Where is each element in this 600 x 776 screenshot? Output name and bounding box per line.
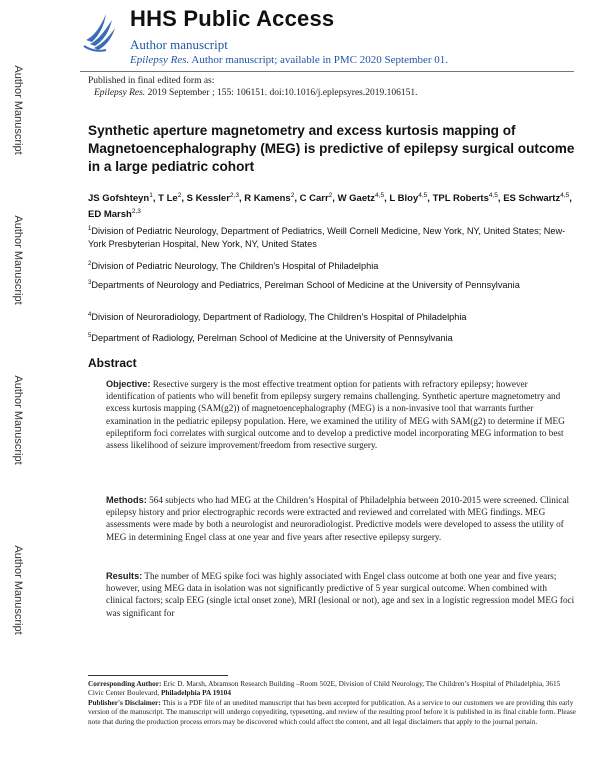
corresponding-text: Eric D. Marsh, Abramson Research Building –Room 502E, Division of Child Neurology, The Children’s Hospital of Philadelphia, 3615 Civic Center Boulevard, xyxy=(88,679,561,698)
citation-journal: Epilepsy Res. xyxy=(94,88,146,98)
corresponding-city: Philadelphia PA 19104 xyxy=(160,688,231,698)
author-list: JS Gofshteyn$^1$, T Le$^2$, S Kessler$^{2,3}$, R Kamens$^2$, C Carr$^2$, W Gaetz$^{4,5}$, L Bloy$^{4,5}$, TPL Roberts$^{4,5}$, ES Schwartz$^{4,5}$, ED Marsh$^{2,3}$ xyxy=(88,192,572,220)
sidebar-label-3: Author Manuscript xyxy=(12,375,24,465)
publisher-disclaimer xyxy=(88,698,576,726)
citation-line xyxy=(88,87,418,99)
affiliation-text: Division of Neuroradiology, Department of Radiology, The Children’s Hospital of Philadelphia xyxy=(91,312,467,323)
objective-text: Resective surgery is the most effective treatment option for patients with refractory epilepsy; however identification of patients who will benefit from epilepsy surgery remains challenging. Synthetic aperture magnetometry and excess kurtosis mapping (SAM(g2)) of magnetoencephalography (MEG) is a non-invasive tool that warrants further examination in the pediatric epilepsy population. Here, we examined the utility of MEG with SAM(g2) to determine if MEG epileptiform foci correlates with surgical outcome and to develop a predictive model incorporating MEG information to best assess likelihood of seizure improvement/freedom from resective surgery. xyxy=(106,379,565,451)
author-name: ES Schwartz xyxy=(503,193,561,205)
affiliation-item xyxy=(88,223,578,251)
author-manuscript-sidebar xyxy=(0,0,36,776)
availability-line xyxy=(130,54,448,66)
author-manuscript-subtitle: Author manuscript xyxy=(130,37,228,52)
hhs-public-access-title: HHS Public Access xyxy=(130,6,335,31)
author-affiliation-marker: 4,5 xyxy=(418,192,428,199)
footnote-divider xyxy=(88,675,228,676)
affiliation-number: 3 xyxy=(88,280,92,286)
affiliation-text: Departments of Neurology and Pediatrics, Perelman School of Medicine at the University of Pennsylvania xyxy=(91,280,520,291)
methods-text: 564 subjects who had MEG at the Children’s Hospital of Philadelphia between 2010-2015 were screened. Clinical epilepsy history and prior electrographic records were extracted and reviewed and correlated with MEG findings. MEG assessments were made by both a neurologist and neuroradiologist. Predictive models were developed to assess the utility of MEG in determining Engel class at one year and five years after resective epilepsy surgery. xyxy=(106,495,570,542)
abstract-methods xyxy=(106,494,576,543)
author-affiliation-marker: 2 xyxy=(290,192,295,199)
affiliation-number: 2 xyxy=(88,261,92,267)
publication-info xyxy=(88,75,418,99)
hhs-eagle-logo-icon xyxy=(80,6,118,58)
corresponding-author-note xyxy=(88,679,576,698)
affiliation-number: 4 xyxy=(88,312,92,318)
header-divider xyxy=(80,71,574,72)
author-name: W Gaetz xyxy=(337,193,376,205)
affiliation-number: 1 xyxy=(88,226,92,232)
affiliation-item xyxy=(88,330,578,345)
abstract-results xyxy=(106,570,576,619)
citation-details[interactable]: 2019 September ; 155: 106151. doi:10.1016/j.eplepsyres.2019.106151. xyxy=(147,88,418,98)
disclaimer-text: This is a PDF file of an unedited manuscript that has been accepted for publication. As a service to our customers we are providing this early version of the manuscript. The manuscript will undergo copyediting, typesetting, and review of the resulting proof before it is published in its final citable form. Please note that during the production process errors may be discovered which could affect the content, and all legal disclaimers that apply to the journal pertain. xyxy=(88,698,576,726)
objective-label: Objective: xyxy=(106,379,151,389)
affiliation-text: Division of Pediatric Neurology, Department of Pediatrics, Weill Cornell Medicine, New York, NY, United States; New-York Presbyterian Hospital, New York, NY, United States xyxy=(88,226,566,250)
published-form-label: Published in final edited form as: xyxy=(88,76,215,86)
article-title: Synthetic aperture magnetometry and excess kurtosis mapping of Magnetoencephalography (MEG) is predictive of epilepsy surgical outcome in a large pediatric cohort xyxy=(88,123,575,174)
affiliation-text: Department of Radiology, Perelman School of Medicine at the University of Pennsylvania xyxy=(91,333,453,344)
author-name: JS Gofshteyn xyxy=(88,193,150,205)
author-name: ED Marsh xyxy=(88,208,132,220)
author-affiliation-marker: 4,5 xyxy=(560,192,570,199)
corresponding-label: Corresponding Author: xyxy=(88,679,162,688)
author-name: T Le xyxy=(158,193,178,205)
abstract-heading: Abstract xyxy=(88,356,137,370)
methods-label: Methods: xyxy=(106,495,147,505)
author-affiliation-marker: 2,3 xyxy=(229,192,239,199)
author-name: C Carr xyxy=(299,193,329,205)
availability-text: Author manuscript; available in PMC 2020 September 01. xyxy=(191,54,449,66)
results-label: Results: xyxy=(106,571,143,581)
sidebar-label-1: Author Manuscript xyxy=(12,65,24,155)
sidebar-label-2: Author Manuscript xyxy=(12,215,24,305)
affiliation-text: Division of Pediatric Neurology, The Children’s Hospital of Philadelphia xyxy=(91,261,379,272)
journal-abbrev[interactable]: Epilepsy Res. xyxy=(130,54,190,66)
disclaimer-label: Publisher's Disclaimer: xyxy=(88,698,161,707)
affiliation-number: 5 xyxy=(88,333,92,339)
author-affiliation-marker: 2,3 xyxy=(131,207,141,215)
affiliation-item xyxy=(88,258,578,273)
author-affiliation-marker: 4,5 xyxy=(375,192,385,199)
author-affiliation-marker: 4,5 xyxy=(488,192,498,199)
author-name: L Bloy xyxy=(389,193,419,205)
author-name: TPL Roberts xyxy=(432,193,489,205)
author-name: R Kamens xyxy=(244,193,291,205)
author-name: S Kessler xyxy=(186,193,230,205)
abstract-objective xyxy=(106,378,576,451)
affiliation-item xyxy=(88,277,578,292)
author-affiliation-marker: 1 xyxy=(149,192,153,199)
affiliation-item xyxy=(88,309,578,324)
author-affiliation-marker: 2 xyxy=(328,192,333,199)
author-affiliation-marker: 2 xyxy=(177,192,182,199)
sidebar-label-4: Author Manuscript xyxy=(12,545,24,635)
results-text: The number of MEG spike foci was highly associated with Engel class outcome at both one year and five years; however, using MEG data in isolation was not significantly predictive of 5 year surgical outcome. When combined with clinical factors; scalp EEG (single ictal onset zone), MRI (lesional or not), age and sex in a logistic regression model MEG foci was significant for xyxy=(106,571,575,618)
